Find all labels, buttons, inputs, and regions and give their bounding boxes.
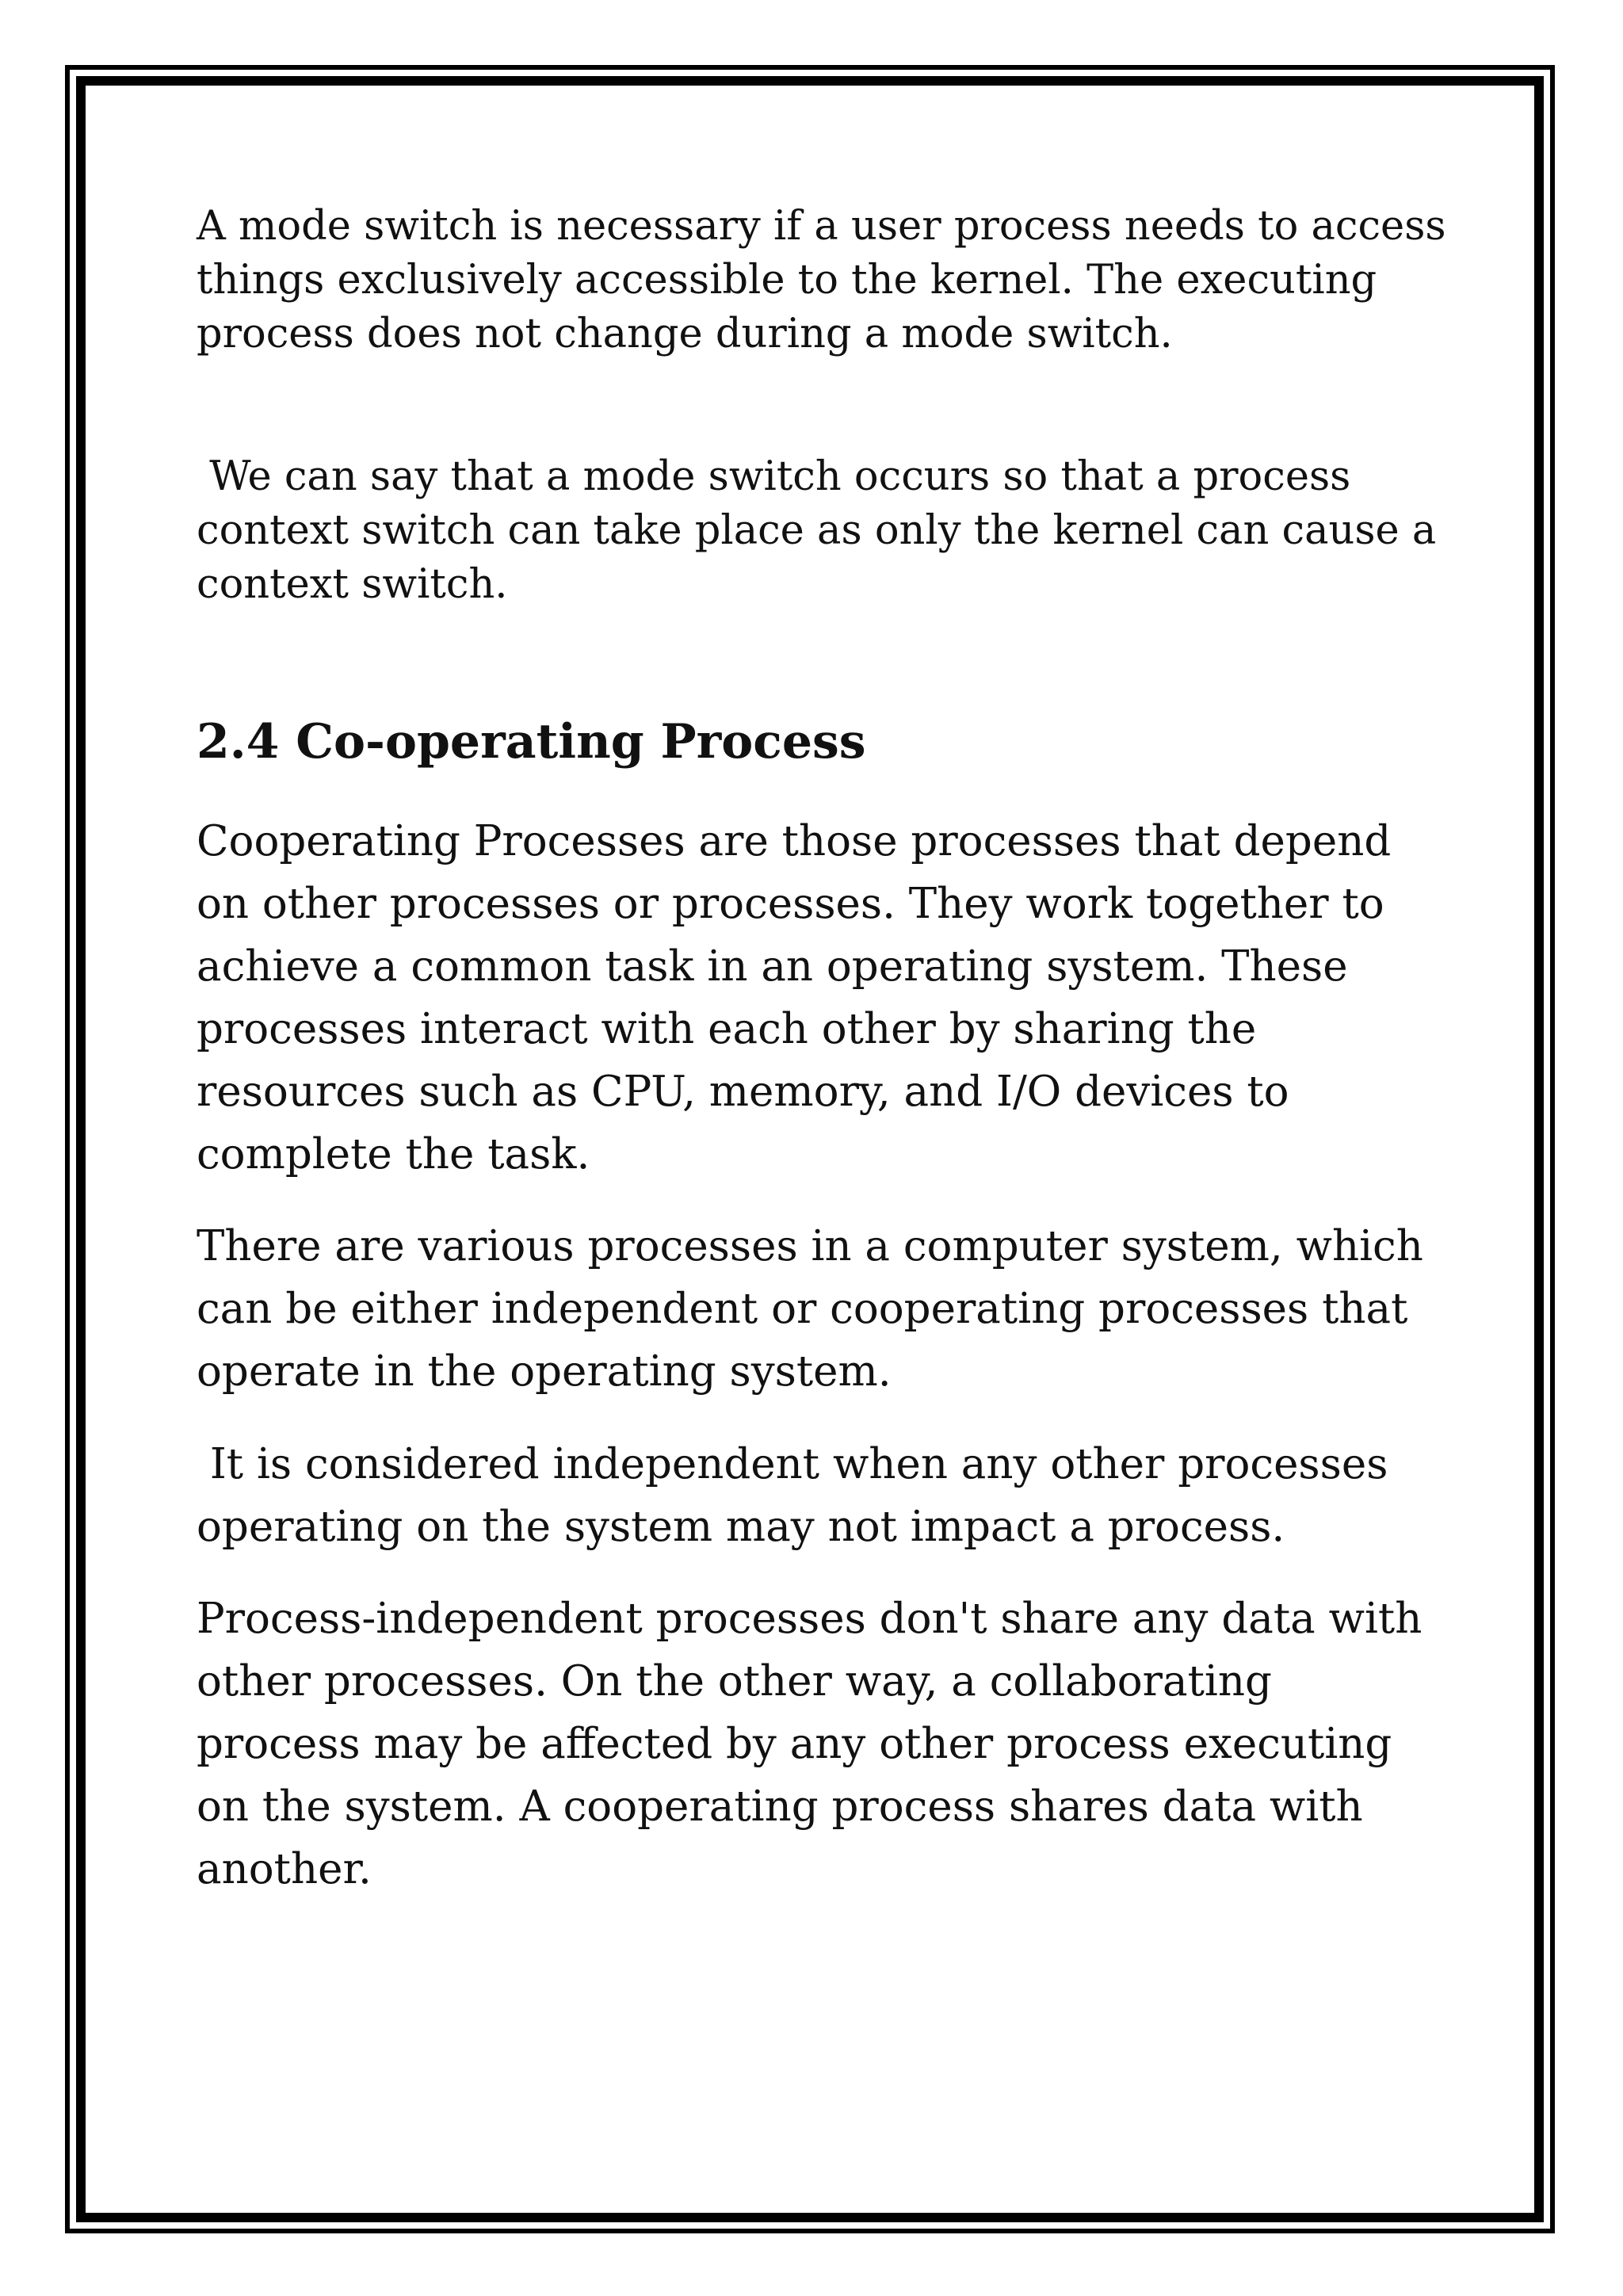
paragraph-independent: It is considered independent when any other processes operating on the system may not impact a process. (197, 1440, 1402, 1551)
paragraph-cooperating-definition: Cooperating Processes are those processes that depend on other processes or processes. They work together to achieve a common task in an operating system. These processes interact with each other by sharing the resources such as CPU, memory, and I/O devices to complete the task. (197, 817, 1392, 1179)
paragraph-context-switch: We can say that a mode switch occurs so that a process context switch can take place as only the kernel can cause a context switch. (197, 453, 1449, 608)
paragraph-data-sharing: Process-independent processes don't share any data with other processes. On the other way, a collaborating process may be affected by any other process executing on the system. A cooperating process shares data with another. (197, 1595, 1423, 1893)
paragraph-various-processes: There are various processes in a computer system, which can be either independent or cooperating processes that operate in the operating system. (197, 1222, 1423, 1396)
paragraph-mode-switch: A mode switch is necessary if a user process needs to access things exclusively accessible to the kernel. The executing process does not change during a mode switch. (197, 203, 1446, 357)
section-heading: 2.4 Co-operating Process (197, 714, 866, 770)
